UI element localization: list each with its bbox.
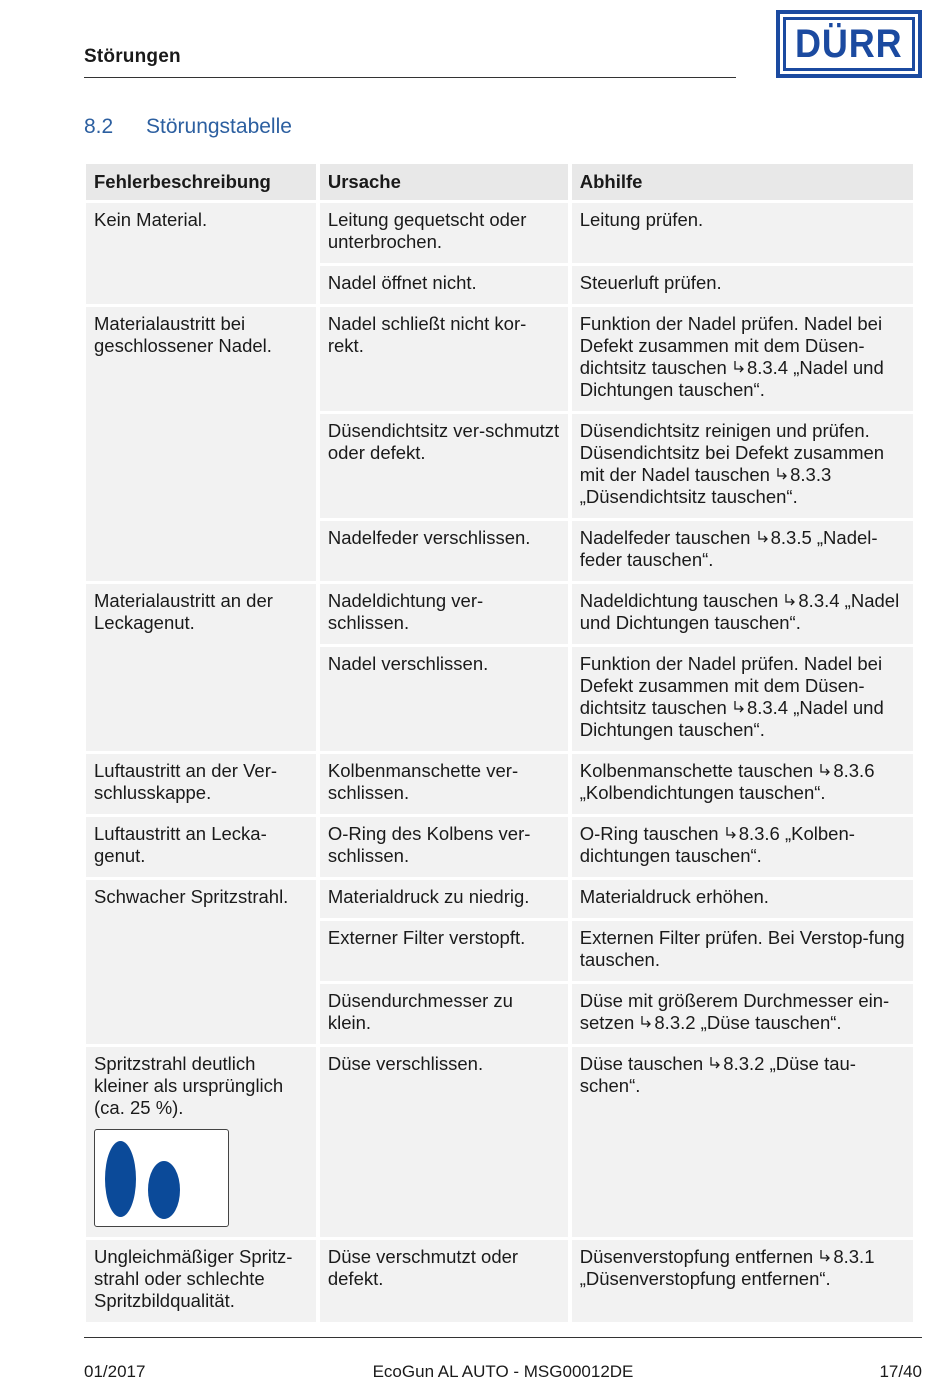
remedy-cell bbox=[572, 880, 913, 918]
remedy-reference: 8.3.4 „Nadel und Dichtungen tauschen“. bbox=[579, 697, 884, 740]
cause-cell: Nadelfeder verschlissen. bbox=[320, 521, 568, 581]
footer-date: 01/2017 bbox=[84, 1362, 146, 1381]
fault-table bbox=[82, 161, 917, 1325]
remedy-text: O-Ring tauschen bbox=[579, 823, 724, 844]
table-row bbox=[86, 880, 913, 918]
cause-cell: Nadel öffnet nicht. bbox=[320, 266, 568, 304]
fault-description: Luftaustritt an Lecka-genut. bbox=[94, 823, 267, 866]
remedy-text: Düsendichtsitz reinigen und prüfen. Düsendichtsitz bei Defekt zusammen mit der Nadel tauschen bbox=[579, 420, 885, 485]
remedy-text: Funktion der Nadel prüfen. Nadel bei Defekt zusammen mit dem Düsen-dichtsitz tauschen bbox=[579, 653, 883, 718]
fault-description: Ungleichmäßiger Spritz-strahl oder schlechte Spritzbildqualität. bbox=[94, 1246, 293, 1311]
remedy-reference: 8.3.3 „Düsendichtsitz tauschen“. bbox=[579, 464, 832, 507]
footer-document-id: EcoGun AL AUTO - MSG00012DE bbox=[372, 1362, 634, 1381]
remedy-text: Externen Filter prüfen. Bei Verstop-fung tauschen. bbox=[579, 927, 905, 970]
cause-cell: O-Ring des Kolbens ver-schlissen. bbox=[320, 817, 568, 877]
remedy-cell bbox=[572, 754, 913, 814]
spray-reduced-shape bbox=[148, 1161, 180, 1219]
cross-reference-icon bbox=[775, 467, 790, 482]
table-body bbox=[86, 203, 913, 1322]
remedy-text: Funktion der Nadel prüfen. Nadel bei Defekt zusammen mit dem Düsen-dichtsitz tauschen bbox=[579, 313, 883, 378]
cause-cell: Leitung gequetscht oder unterbrochen. bbox=[320, 203, 568, 263]
cause-cell: Kolbenmanschette ver-schlissen. bbox=[320, 754, 568, 814]
cause-cell: Düse verschlissen. bbox=[320, 1047, 568, 1237]
remedy-text: Düse mit größerem Durchmesser ein-setzen bbox=[579, 990, 890, 1033]
cross-reference-icon bbox=[756, 530, 771, 545]
cross-reference-icon bbox=[732, 700, 747, 715]
remedy-cell bbox=[572, 266, 913, 304]
cause-cell: Materialdruck zu niedrig. bbox=[320, 880, 568, 918]
fault-description: Luftaustritt an der Ver-schlusskappe. bbox=[94, 760, 278, 803]
fault-cell bbox=[86, 880, 316, 1044]
spray-original-shape bbox=[105, 1141, 136, 1217]
table-row bbox=[86, 584, 913, 644]
remedy-text: Leitung prüfen. bbox=[579, 209, 704, 230]
cause-cell: Nadel verschlissen. bbox=[320, 647, 568, 751]
remedy-cell bbox=[572, 584, 913, 644]
page-header-title: Störungen bbox=[84, 46, 181, 67]
remedy-reference: 8.3.6 „Kolben-dichtungen tauschen“. bbox=[579, 823, 855, 866]
section-number: 8.2 bbox=[84, 115, 114, 138]
table-header-row bbox=[86, 164, 913, 200]
column-header-fault: Fehlerbeschreibung bbox=[86, 164, 316, 200]
cross-reference-icon bbox=[639, 1015, 654, 1030]
fault-description: Spritzstrahl deutlich kleiner als ursprünglich (ca. 25 %). bbox=[94, 1053, 284, 1118]
fault-cell bbox=[86, 1240, 316, 1322]
remedy-cell bbox=[572, 1047, 913, 1237]
remedy-reference: 8.3.5 „Nadel-feder tauschen“. bbox=[579, 527, 878, 570]
remedy-text: Kolbenmanschette tauschen bbox=[579, 760, 819, 781]
cross-reference-icon bbox=[818, 1249, 833, 1264]
remedy-cell bbox=[572, 414, 913, 518]
footer-divider bbox=[84, 1337, 922, 1338]
footer-page-number: 17/40 bbox=[879, 1362, 922, 1381]
fault-description: Materialaustritt an der Leckagenut. bbox=[94, 590, 273, 633]
logo-text: DÜRR bbox=[795, 22, 903, 66]
remedy-reference: 8.3.2 „Düse tauschen“. bbox=[654, 1012, 842, 1033]
cross-reference-icon bbox=[818, 763, 833, 778]
table-row bbox=[86, 1240, 913, 1322]
fault-description: Materialaustritt bei geschlossener Nadel. bbox=[94, 313, 272, 356]
section-title: Störungstabelle bbox=[146, 115, 292, 138]
cross-reference-icon bbox=[783, 593, 798, 608]
table-row bbox=[86, 203, 913, 263]
remedy-reference: 8.3.4 „Nadel und Dichtungen tauschen“. bbox=[579, 590, 900, 633]
remedy-text: Düse tauschen bbox=[579, 1053, 709, 1074]
remedy-cell bbox=[572, 984, 913, 1044]
cross-reference-icon bbox=[724, 826, 739, 841]
remedy-text: Düsenverstopfung entfernen bbox=[579, 1246, 819, 1267]
fault-cell bbox=[86, 817, 316, 877]
remedy-reference: 8.3.4 „Nadel und Dichtungen tauschen“. bbox=[579, 357, 884, 400]
remedy-cell bbox=[572, 307, 913, 411]
section-heading bbox=[84, 115, 292, 139]
cause-cell: Düsendichtsitz ver-schmutzt oder defekt. bbox=[320, 414, 568, 518]
cause-cell: Düsendurchmesser zu klein. bbox=[320, 984, 568, 1044]
cause-cell: Externer Filter verstopft. bbox=[320, 921, 568, 981]
fault-cell bbox=[86, 584, 316, 751]
column-header-remedy: Abhilfe bbox=[572, 164, 913, 200]
remedy-cell bbox=[572, 647, 913, 751]
fault-cell bbox=[86, 203, 316, 304]
cause-cell: Nadeldichtung ver-schlissen. bbox=[320, 584, 568, 644]
spray-pattern-figure bbox=[94, 1129, 229, 1227]
table-row bbox=[86, 307, 913, 411]
remedy-reference: 8.3.1 „Düsenverstopfung entfernen“. bbox=[579, 1246, 875, 1289]
table-row bbox=[86, 817, 913, 877]
remedy-text: Nadelfeder tauschen bbox=[579, 527, 756, 548]
remedy-text: Nadeldichtung tauschen bbox=[579, 590, 784, 611]
remedy-cell bbox=[572, 203, 913, 263]
header-divider bbox=[84, 77, 736, 78]
remedy-reference: 8.3.6 „Kolbendichtungen tauschen“. bbox=[579, 760, 875, 803]
fault-cell bbox=[86, 1047, 316, 1237]
remedy-cell bbox=[572, 921, 913, 981]
cross-reference-icon bbox=[732, 360, 747, 375]
remedy-reference: 8.3.2 „Düse tau-schen“. bbox=[579, 1053, 856, 1096]
cause-cell: Nadel schließt nicht kor-rekt. bbox=[320, 307, 568, 411]
remedy-text: Materialdruck erhöhen. bbox=[579, 886, 769, 907]
cross-reference-icon bbox=[708, 1056, 723, 1071]
table-row bbox=[86, 1047, 913, 1237]
table-row bbox=[86, 754, 913, 814]
remedy-cell bbox=[572, 817, 913, 877]
duerr-logo bbox=[776, 10, 922, 78]
fault-description: Schwacher Spritzstrahl. bbox=[94, 886, 289, 907]
fault-cell bbox=[86, 307, 316, 581]
remedy-cell bbox=[572, 1240, 913, 1322]
fault-cell bbox=[86, 754, 316, 814]
remedy-text: Steuerluft prüfen. bbox=[579, 272, 722, 293]
remedy-cell bbox=[572, 521, 913, 581]
cause-cell: Düse verschmutzt oder defekt. bbox=[320, 1240, 568, 1322]
fault-description: Kein Material. bbox=[94, 209, 208, 230]
column-header-cause: Ursache bbox=[320, 164, 568, 200]
